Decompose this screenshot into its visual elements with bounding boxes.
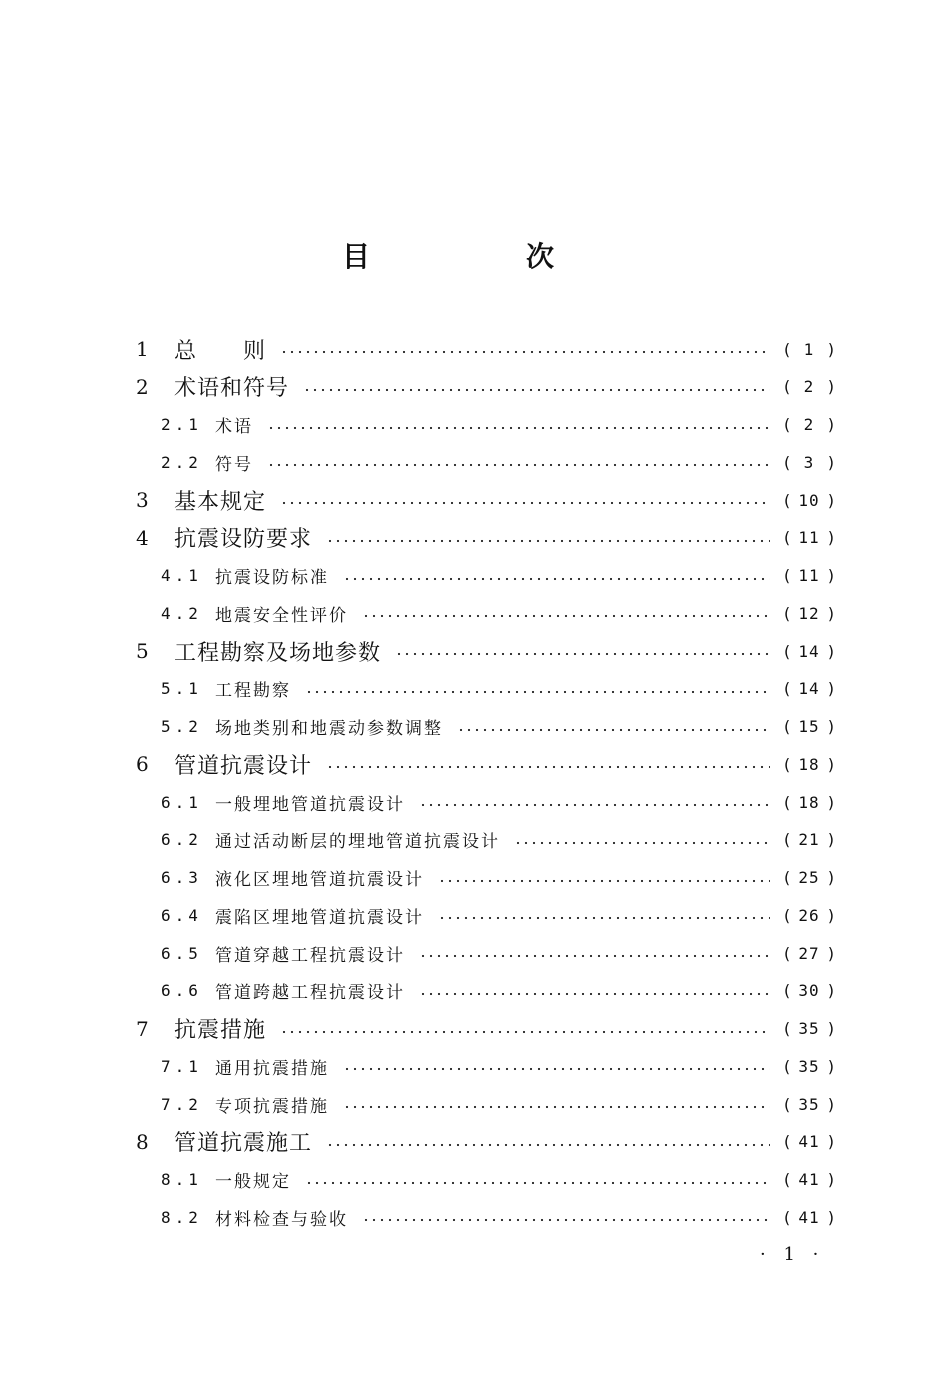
- page-title: 目 次: [341, 239, 618, 273]
- page-value: 14: [798, 641, 820, 661]
- toc-entry-title: 工程勘察及场地参数: [174, 640, 382, 666]
- toc-entry[interactable]: [0, 670, 950, 708]
- right-paren: ): [826, 868, 836, 887]
- right-paren: ): [826, 717, 836, 736]
- page-value: 35: [798, 1094, 820, 1114]
- right-paren: ): [826, 905, 836, 925]
- toc-entry-number: 6.2: [161, 830, 202, 850]
- toc-entry-number: 6.6: [161, 981, 202, 1001]
- toc-entry[interactable]: [0, 519, 950, 557]
- right-paren: ): [826, 1132, 836, 1152]
- page-value: 15: [798, 717, 820, 736]
- toc-leader-dots: [362, 1218, 770, 1222]
- toc-entry-title: 抗震设防标准: [215, 568, 329, 588]
- toc-entry-page: [782, 415, 836, 434]
- left-paren: (: [782, 1170, 792, 1189]
- right-paren: ): [826, 1207, 836, 1227]
- left-paren: (: [782, 679, 792, 699]
- left-paren: (: [782, 943, 792, 963]
- toc-leader-dots: [362, 614, 770, 618]
- toc-entry-title: 总 则: [174, 338, 267, 364]
- toc-entry[interactable]: [0, 481, 950, 519]
- right-paren: ): [826, 377, 836, 397]
- toc-entry-page: [782, 1057, 836, 1076]
- toc-entry-page: [782, 755, 836, 774]
- page-number-footer: · 1 ·: [760, 1244, 825, 1265]
- toc-entry-title: 地震安全性评价: [215, 605, 348, 626]
- toc-entry-title: 抗震设防要求: [174, 527, 313, 553]
- toc-entry[interactable]: [0, 594, 950, 632]
- toc-leader-dots: [457, 728, 770, 732]
- toc-leader-dots: [438, 879, 770, 883]
- toc-leader-dots: [343, 1105, 770, 1109]
- toc-entry-title: 震陷区埋地管道抗震设计: [215, 907, 424, 928]
- page-value: 18: [798, 754, 820, 774]
- toc-entry-title: 管道穿越工程抗震设计: [215, 945, 405, 966]
- toc-entry-title: 工程勘察: [215, 681, 291, 702]
- page-value: 11: [798, 566, 820, 585]
- left-paren: (: [782, 754, 792, 774]
- right-paren: ): [826, 792, 836, 812]
- page-value: 25: [798, 868, 820, 887]
- toc-entry-number: 3: [136, 488, 149, 512]
- toc-entry[interactable]: [0, 632, 950, 670]
- toc-leader-dots: [280, 1030, 770, 1034]
- toc-entry-number: 7.2: [161, 1094, 202, 1114]
- toc-entry[interactable]: [0, 330, 950, 368]
- toc-entry-title: 材料检查与验收: [215, 1209, 348, 1230]
- toc-entry[interactable]: [0, 1010, 950, 1048]
- toc-entry-number: 2.2: [161, 452, 202, 472]
- page-value: 14: [798, 679, 820, 699]
- left-paren: (: [782, 981, 792, 1001]
- toc-entry-page: [782, 566, 836, 585]
- toc-entry-number: 1: [136, 337, 149, 361]
- page-value: 11: [798, 528, 820, 548]
- toc-entry-number: 4.1: [161, 566, 202, 585]
- toc-entry-page: [782, 1019, 836, 1038]
- page-value: 1: [803, 339, 815, 359]
- toc-entry-number: 8.1: [161, 1170, 202, 1189]
- toc-leader-dots: [326, 765, 770, 769]
- toc-entry-page: [782, 1208, 836, 1227]
- toc-entry-number: 5.2: [161, 717, 202, 736]
- toc-leader-dots: [303, 388, 770, 392]
- right-paren: ): [826, 528, 836, 548]
- toc-entry-number: 7: [136, 1016, 149, 1041]
- page-value: 41: [798, 1132, 820, 1152]
- page-value: 3: [803, 452, 815, 472]
- toc-entry-page: [782, 1132, 836, 1151]
- right-paren: ): [826, 339, 836, 359]
- toc-entry-number: 6.5: [161, 943, 202, 963]
- right-paren: ): [826, 679, 836, 699]
- toc-leader-dots: [419, 992, 770, 996]
- toc-leader-dots: [267, 463, 770, 467]
- toc-entry-page: [782, 679, 836, 698]
- left-paren: (: [782, 792, 792, 812]
- toc-entry[interactable]: [0, 557, 950, 595]
- toc-entry-number: 2.1: [161, 415, 202, 434]
- toc-entry[interactable]: [0, 708, 950, 746]
- toc-entry-number: 4: [136, 525, 149, 550]
- toc-entry-page: [782, 642, 836, 661]
- left-paren: (: [782, 566, 792, 585]
- toc-entry[interactable]: [0, 934, 950, 972]
- toc-leader-dots: [326, 539, 770, 543]
- toc-entry[interactable]: [0, 745, 950, 783]
- toc-entry-page: [782, 453, 836, 472]
- toc-entry-title: 通用抗震措施: [215, 1058, 329, 1079]
- toc-entry[interactable]: [0, 896, 950, 934]
- toc-entry[interactable]: [0, 1123, 950, 1161]
- toc-entry-number: 2: [136, 374, 149, 399]
- toc-entry-page: [782, 377, 836, 396]
- left-paren: (: [782, 1019, 792, 1038]
- toc-entry-title: 通过活动断层的埋地管道抗震设计: [215, 832, 500, 853]
- toc-entry-title: 管道跨越工程抗震设计: [215, 983, 405, 1004]
- toc-entry-title: 管道抗震施工: [174, 1131, 313, 1157]
- toc-entry-page: [782, 906, 836, 925]
- toc-entry-page: [782, 340, 836, 359]
- right-paren: ): [826, 1094, 836, 1114]
- toc-leader-dots: [280, 501, 770, 505]
- toc-entry-number: 5: [136, 639, 149, 663]
- toc-leader-dots: [343, 577, 770, 581]
- toc-entry-page: [782, 793, 836, 812]
- right-paren: ): [826, 603, 836, 623]
- toc-entry-number: 5.1: [161, 679, 202, 699]
- toc-entry-number: 6: [136, 752, 149, 777]
- toc-entry-title: 一般规定: [215, 1172, 291, 1192]
- left-paren: (: [782, 1132, 792, 1152]
- toc-leader-dots: [419, 803, 770, 807]
- toc-entry-title: 一般埋地管道抗震设计: [215, 794, 405, 815]
- toc-entry[interactable]: [0, 1161, 950, 1199]
- left-paren: (: [782, 1094, 792, 1114]
- toc-entry-title: 专项抗震措施: [215, 1096, 329, 1117]
- toc-entry-page: [782, 981, 836, 1000]
- toc-entry-page: [782, 1095, 836, 1114]
- toc-entry[interactable]: [0, 783, 950, 821]
- toc-entry-title: 管道抗震设计: [174, 753, 313, 779]
- left-paren: (: [782, 528, 792, 548]
- page-value: 26: [798, 905, 820, 925]
- left-paren: (: [782, 641, 792, 661]
- page-value: 41: [798, 1170, 820, 1189]
- left-paren: (: [782, 490, 792, 510]
- right-paren: ): [826, 1019, 836, 1038]
- toc-entry-number: 8: [136, 1129, 149, 1154]
- toc-leader-dots: [305, 1181, 770, 1185]
- toc-leader-dots: [280, 350, 770, 354]
- toc-entry-page: [782, 491, 836, 510]
- page-value: 30: [798, 981, 820, 1001]
- toc-leader-dots: [267, 426, 770, 430]
- toc-entry-number: 6.1: [161, 792, 202, 812]
- toc-entry-page: [782, 717, 836, 736]
- right-paren: ): [826, 566, 836, 585]
- toc-entry[interactable]: [0, 1198, 950, 1236]
- left-paren: (: [782, 1207, 792, 1227]
- left-paren: (: [782, 603, 792, 623]
- toc-entry-title: 符号: [215, 454, 253, 475]
- toc-leader-dots: [438, 916, 770, 920]
- toc-entry-number: 6.4: [161, 905, 202, 925]
- toc-leader-dots: [343, 1067, 770, 1071]
- left-paren: (: [782, 905, 792, 925]
- toc-leader-dots: [419, 954, 770, 958]
- right-paren: ): [826, 641, 836, 661]
- page-value: 41: [798, 1207, 820, 1227]
- toc-entry[interactable]: [0, 368, 950, 406]
- page-value: 2: [803, 415, 815, 434]
- toc-leader-dots: [395, 652, 770, 656]
- right-paren: ): [826, 490, 836, 510]
- toc-entry-page: [782, 604, 836, 623]
- toc-leader-dots: [326, 1143, 770, 1147]
- toc-entry[interactable]: [0, 821, 950, 859]
- toc-entry-page: [782, 528, 836, 547]
- page-value: 21: [798, 830, 820, 850]
- toc-entry-page: [782, 1170, 836, 1189]
- right-paren: ): [826, 415, 836, 434]
- left-paren: (: [782, 868, 792, 887]
- left-paren: (: [782, 452, 792, 472]
- page-value: 10: [798, 490, 820, 510]
- toc-entry-page: [782, 868, 836, 887]
- toc-entry[interactable]: [0, 972, 950, 1010]
- page-value: 18: [798, 792, 820, 812]
- toc-entry[interactable]: [0, 443, 950, 481]
- toc-entry-title: 基本规定: [174, 489, 267, 515]
- page-value: 2: [803, 377, 815, 397]
- left-paren: (: [782, 830, 792, 850]
- toc-entry-title: 术语和符号: [174, 376, 290, 402]
- right-paren: ): [826, 754, 836, 774]
- right-paren: ): [826, 943, 836, 963]
- right-paren: ): [826, 981, 836, 1001]
- left-paren: (: [782, 339, 792, 359]
- toc-entry-number: 7.1: [161, 1056, 202, 1076]
- toc-entry[interactable]: [0, 1085, 950, 1123]
- left-paren: (: [782, 415, 792, 434]
- page-value: 12: [798, 603, 820, 623]
- right-paren: ): [826, 452, 836, 472]
- toc-entry[interactable]: [0, 859, 950, 897]
- left-paren: (: [782, 717, 792, 736]
- toc-leader-dots: [514, 841, 770, 845]
- toc-leader-dots: [305, 690, 770, 694]
- toc-entry-page: [782, 944, 836, 963]
- toc-entry-title: 抗震措施: [174, 1018, 267, 1043]
- right-paren: ): [826, 1170, 836, 1189]
- right-paren: ): [826, 1056, 836, 1076]
- right-paren: ): [826, 830, 836, 850]
- page-value: 35: [798, 1056, 820, 1076]
- toc-entry-title: 术语: [215, 417, 253, 437]
- page-value: 35: [798, 1019, 820, 1038]
- toc-entry-title: 场地类别和地震动参数调整: [215, 719, 443, 739]
- toc-entry-title: 液化区埋地管道抗震设计: [215, 870, 424, 890]
- toc-entry-page: [782, 830, 836, 849]
- toc-entry-number: 4.2: [161, 603, 202, 623]
- toc-entry[interactable]: [0, 1047, 950, 1085]
- page-value: 27: [798, 943, 820, 963]
- left-paren: (: [782, 1056, 792, 1076]
- left-paren: (: [782, 377, 792, 397]
- toc-entry-number: 6.3: [161, 868, 202, 887]
- toc-entry-number: 8.2: [161, 1207, 202, 1227]
- toc-entry[interactable]: [0, 406, 950, 444]
